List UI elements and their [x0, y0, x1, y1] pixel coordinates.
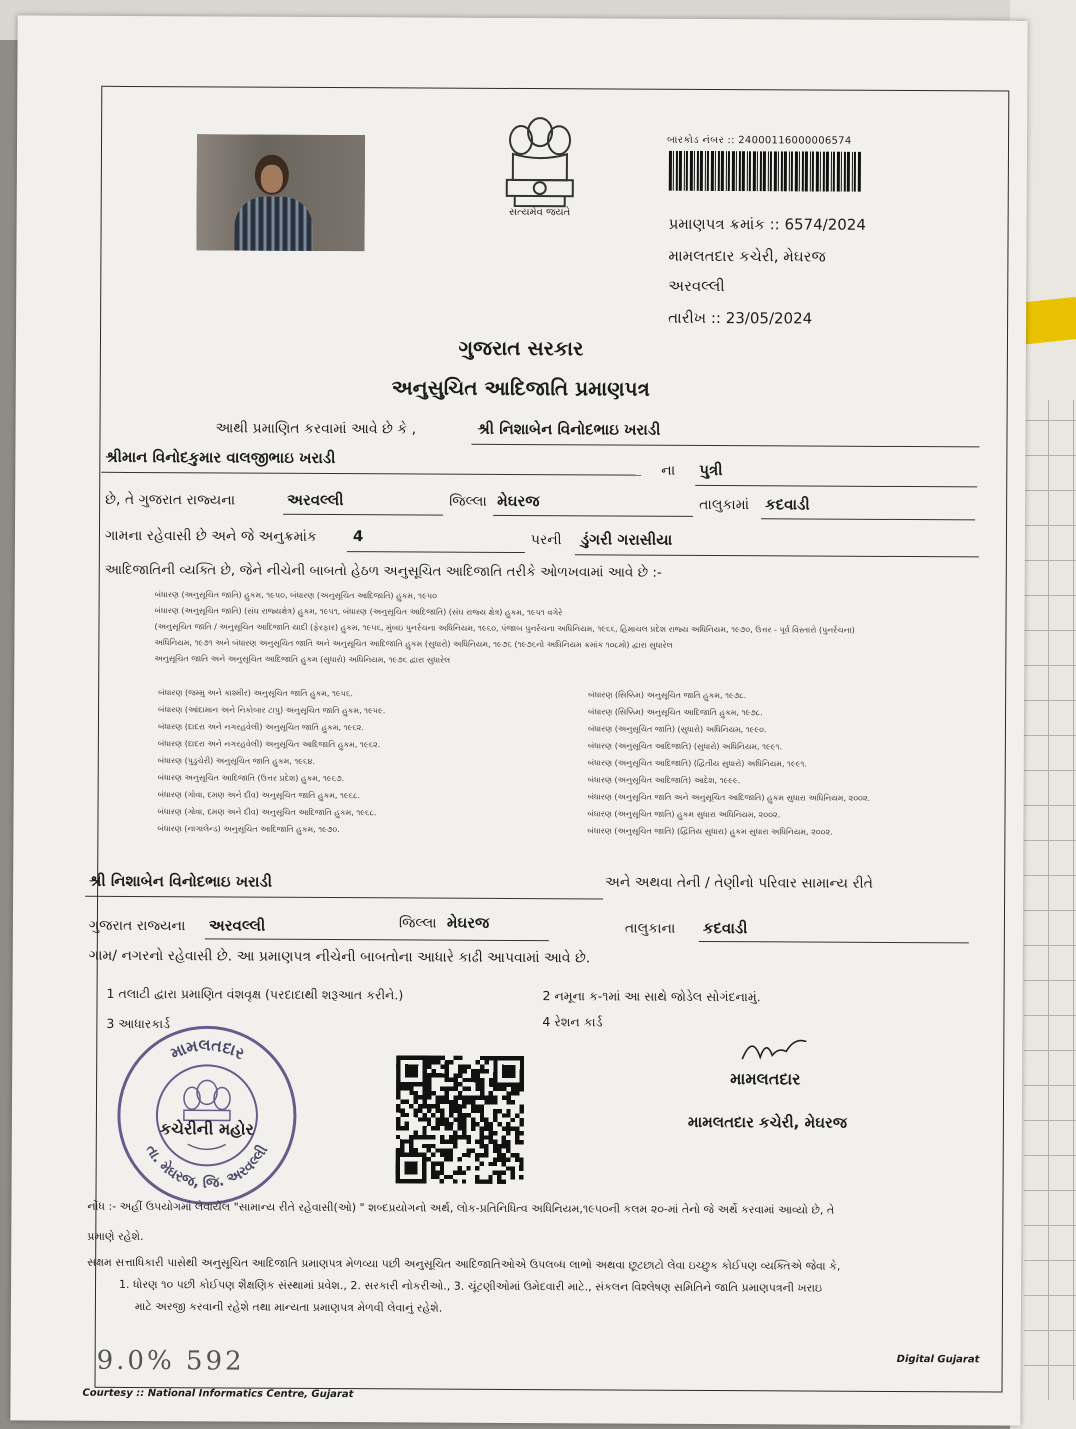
note-1b: પ્રમાણે રહેશે. — [87, 1229, 144, 1244]
holder-name-2: શ્રી નિશાબેન વિનોદભાઇ ખરાડી — [89, 871, 273, 891]
order-left-item: બંધારણ (પુડુચેરી) અનુસૂચિત જાતિ હુકમ, ૧૯૬૪. — [157, 756, 316, 766]
seal-top-text: મામલતદાર — [167, 1035, 248, 1064]
taluka-label-2: તાલુકાના — [624, 920, 676, 937]
order-right-item: બંધારણ (અનુસૂચિત આદિજાતિ) (દ્વિતીય સુધારો) અધિનિયમ, ૧૯૯૧. — [587, 758, 807, 769]
serial-value: 4 — [352, 527, 364, 546]
basis-item-3: 3 આધારકાર્ડ — [106, 1015, 171, 1032]
district-value-2: અરવલ્લી — [208, 916, 266, 935]
order-left-item: બંધારણ અનુસૂચિત આદિજાતિ (ઉત્તર પ્રદેશ) હુકમ, ૧૯૬૭. — [157, 773, 345, 784]
signatory-title: મામલતદાર — [730, 1069, 801, 1089]
issue-date: તારીખ :: 23/05/2024 — [668, 308, 813, 328]
order-left-item: બંધારણ (આંદામાન અને નિકોબાર ટાપુ) અનુસૂચિત જાતિ હુકમ, ૧૯૫૯. — [158, 705, 386, 716]
village-value: કદવાડી — [765, 495, 810, 514]
tribe-value: ડુંગરી ગરાસીયા — [580, 530, 673, 549]
order-right-item: બંધારણ (અનુસૂચિત જાતિ) હુકમ સુધારા અધિનિયમ, ૨૦૦૨. — [587, 809, 781, 820]
order-line: અધિનિયમ, ૧૯૭૧ અને બંધારણ અનુસૂચિત જાતિ અને અનુસૂચિત આદિજાતિ હુકમ (સુધારો) અધિનિયમ, ૧૯૭૬ (૧૯૭૬નો અધિનિયમ ક્રમાંક ૧૦૮મો) દ્વારા સુધારેલ — [154, 638, 673, 650]
signatory-office: મામલતદાર કચેરી, મેઘરજ — [687, 1112, 848, 1132]
certificate-title: અનુસુચિત આદિજાતિ પ્રમાણપત્ર — [391, 375, 650, 401]
taluka-value-2: મેઘરજ — [446, 913, 490, 932]
order-line: (અનુસૂચિત જાતિ / અનુસૂચિત આદિજાતિ યાદી (ફેરફાર) હુકમ, ૧૯૫૬, મુંબઇ પુનર્રચના અધિનિયમ, ૧૯૬૦, પંજાબ પુનર્રચના અધિનિયમ, ૧૯૬૬, હિમાચલ પ્રદેશ રાજ્ય અધિનિયમ, ૧૯૭૦, ઉત્તર - પૂર્વ વિસ્તારો (પુનર્રચના) — [154, 622, 855, 635]
holder-name: શ્રી નિશાબેન વિનોદભાઇ ખરાડી — [477, 419, 661, 439]
seal-center-text: કચેરીની મહોર — [159, 1119, 254, 1139]
family-text: અને અથવા તેની / તેણીનો પરિવાર સામાન્ય રીતે — [605, 874, 874, 892]
national-emblem-icon — [497, 110, 584, 220]
order-right-item: બંધારણ (અનુસૂચિત આદિજાતિ) આદેશ, ૧૯૯૯. — [587, 775, 741, 786]
basis-item-2: 2 નમૂના ક-૧માં આ સાથે જોડેલ સોગંદનામું. — [542, 988, 761, 1005]
intro-text: આથી પ્રમાણિત કરવામાં આવે છે કે , — [215, 420, 417, 438]
issuing-district: અરવલ્લી — [668, 276, 725, 296]
resident-text: ગામના રહેવાસી છે અને જે અનુક્રમાંક — [104, 527, 317, 545]
order-right-item: બંધારણ (સિક્કિમ) અનુસૂચિત જાતિ હુકમ, ૧૯૭૮. — [588, 690, 747, 701]
order-left-item: બંધારણ (દાદરા અને નગરહવેલી) અનુસૂચિત જાતિ હુકમ, ૧૯૬૨. — [157, 722, 364, 733]
state-text: છે, તે ગુજરાત રાજ્યના — [105, 491, 236, 509]
order-right-item: બંધારણ (અનુસૂચિત જાતિ અને અનુસૂચિત આદિજાતિ) હુકમ સુધારા અધિનિયમ, ૨૦૦૨. — [587, 792, 871, 803]
handwritten-note: 9.0% 592 — [96, 1345, 245, 1377]
na-text: ના — [661, 462, 676, 479]
applicant-photo — [196, 134, 365, 251]
footer-digital-gujarat: Digital Gujarat — [896, 1353, 980, 1366]
relation-value: પુત્રી — [699, 460, 723, 480]
basis-item-4: 4 રેશન કાર્ડ — [542, 1014, 603, 1030]
svg-text:મામલતદાર — [167, 1035, 248, 1064]
qr-code-icon — [396, 1055, 525, 1184]
order-right-item: બંધારણ (સિક્કિમ) અનુસૂચિત આદિજાતિ હુકમ, ૧૯૭૮. — [588, 707, 763, 718]
order-left-item: બંધારણ (ગોવા, દમણ અને દીવ) અનુસૂચિત જાતિ હુકમ, ૧૯૬૮. — [157, 790, 361, 801]
order-line: અનુસૂચિત જાતિ અને અનુસૂચિત આદિજાતિ હુકમ (સુધારો) અધિનિયમ, ૧૯૭૬ દ્વારા સુધારેલ — [154, 654, 451, 665]
tribe-text: આદિજાતિની વ્યક્તિ છે, જેને નીચેની બાબતો હેઠળ અનુસૂચિત આદિજાતિ તરીકે ઓળખવામાં આવે છે :- — [104, 561, 662, 581]
barcode-number: બારકોડ નંબર :: 24000116000006574 — [667, 134, 852, 147]
note-2c: માટે અરજી કરવાની રહેશે તથા માન્યતા પ્રમાણપત્ર મેળવી લેવાનું રહેશે. — [134, 1299, 443, 1315]
village-text: ગામ/ નગરનો રહેવાસી છે. આ પ્રમાણપત્ર નીચેની બાબતોના આધારે કાઢી આપવામાં આવે છે. — [88, 947, 591, 967]
order-right-item: બંધારણ (અનુસૂચિત જાતિ) (દ્વિતિય સુધારા) હુકમ સુધારા અધિનિયમ, ૨૦૦૨. — [587, 826, 833, 837]
seal-bottom-text: તા. મેઘરજ, જિ. અરવલ્લી — [142, 1142, 272, 1192]
state-text-2: ગુજરાત રાજ્યના — [88, 917, 186, 935]
issuing-office: મામલતદાર કચેરી, મેઘરજ — [668, 246, 826, 266]
order-line: બંધારણ (અનુસૂચિત જાતિ) હુકમ, ૧૯૫૦, બંધારણ (અનુસૂચિત આદિજાતિ) હુકમ, ૧૯૫૦ — [154, 590, 437, 601]
parani-text: પરની — [530, 532, 562, 549]
district-value: અરવલ્લી — [287, 490, 344, 510]
order-left-item: બંધારણ (જમ્મુ અને કાશ્મીર) અનુસૂચિત જાતિ હુકમ, ૧૯૫૬. — [158, 688, 353, 699]
district-label: જિલ્લા — [449, 493, 487, 510]
note-2a: સક્ષમ સત્તાધિકારી પાસેથી અનુસૂચિત આદિજાતિ પ્રમાણપત્ર મેળવ્યા પછી અનુસૂચિત આદિજાતિઓએ ઉપલબ્ધ લાભો અથવા છૂટછાટો લેવા ઇચ્છુક કોઈપણ વ્યક્તિએ જેવા કે, — [87, 1255, 841, 1273]
note-2b: 1. ધોરણ ૧૦ પછી કોઈપણ શૈક્ષણિક સંસ્થામાં પ્રવેશ., 2. સરકારી નોકરીઓ., 3. ચૂંટણીઓમાં ઉમેદવારી માટે., સંકલન વિશ્લેષણ સમિતિને જાતિ પ્રમાણપત્રની ખરાઇ — [119, 1277, 823, 1295]
order-right-item: બંધારણ (અનુસૂચિત આદિજાતિ) (સુધારો) અધિનિયમ, ૧૯૯૧. — [587, 741, 783, 752]
barcode-icon — [667, 151, 863, 192]
basis-item-1: 1 તલાટી દ્વારા પ્રમાણિત વંશવૃક્ષ (પરદાદાથી શરૂઆત કરીને.) — [106, 985, 404, 1003]
order-left-item: બંધારણ (દાદરા અને નગરહવેલી) અનુસૂચિત આદિજાતિ હુકમ, ૧૯૬૨. — [157, 739, 381, 750]
signature-icon — [732, 1029, 822, 1069]
government-title: ગુજરાત સરકાર — [458, 335, 584, 361]
order-left-item: બંધારણ (નાગાલેન્ડ) અનુસૂચિત આદિજાતિ હુકમ, ૧૯૭૦. — [157, 824, 340, 835]
certificate-paper — [10, 15, 1027, 1425]
order-line: બંધારણ (અનુસૂચિત જાતિ) (સંઘ રાજ્યક્ષેત્ર) હુકમ, ૧૯૫૧, બંધારણ (અનુસૂચિત આદિજાતિ) (સંઘ રાજ્ય ક્ષેત્ર) હુકમ, ૧૯૫૧ વગેરે — [154, 606, 563, 618]
office-seal-icon — [111, 1020, 302, 1211]
emblem-motto: સત્યમેવ જયતે — [509, 206, 571, 219]
village-value-2: કદવાડી — [702, 918, 748, 938]
note-1a: નોંધ :- અહીં ઉપયોગમાં લેવાયેલ "સામાન્ય રીતે રહેવાસી(ઓ) " શબ્દપ્રયોગનો અર્થ, લોક-પ્રતિનિધિત્વ અધિનિયમ,૧૯૫૦ની કલમ ૨૦-માં તેનો જે અર્થે કરવામાં આવ્યો છે, તે — [87, 1199, 835, 1217]
order-right-item: બંધારણ (અનુસૂચિત જાતિ) (સુધારો) અધિનિયમ, ૧૯૯૦. — [587, 724, 767, 735]
father-name: શ્રીમાન વિનોદકુમાર વાલજીભાઇ ખરાડી — [105, 447, 336, 468]
taluka-value: મેઘરજ — [497, 491, 540, 511]
order-left-item: બંધારણ (ગોવા, દમણ અને દીવ) અનુસૂચિત આદિજાતિ હુકમ, ૧૯૬૮. — [157, 807, 377, 818]
district-label-2: જિલ્લા — [398, 915, 437, 932]
certificate-number: પ્રમાણપત્ર ક્રમાંક :: 6574/2024 — [668, 214, 866, 234]
taluka-label: તાલુકામાં — [699, 496, 750, 514]
footer-courtesy: Courtesy :: National Informatics Centre, Gujarat — [82, 1387, 354, 1401]
background-table — [1024, 400, 1076, 1400]
